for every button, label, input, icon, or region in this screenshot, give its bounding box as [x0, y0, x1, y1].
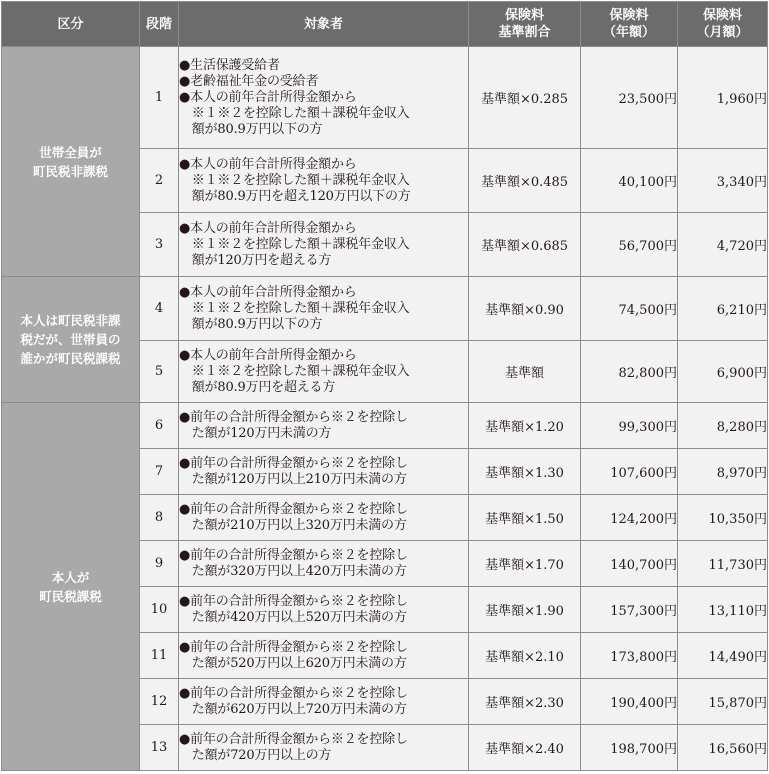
annual-cell: 40,100円	[581, 149, 678, 213]
rate-cell: 基準額×2.30	[469, 679, 581, 725]
rate-cell: 基準額×2.10	[469, 633, 581, 679]
table-row	[2, 403, 768, 449]
annual-cell: 56,700円	[581, 213, 678, 277]
target-cell: ●本人の前年合計所得金額から ※１※２を控除した額＋課税年金収入 額が80.9万円以下の方	[179, 277, 469, 341]
rate-cell: 基準額×0.485	[469, 149, 581, 213]
group-label: 本人が 町民税課税	[39, 569, 102, 604]
monthly-cell: 6,210円	[678, 277, 768, 341]
target-cell: ●前年の合計所得金額から※２を控除し た額が620万円以上720万円未満の方	[179, 679, 469, 725]
target-cell: ●前年の合計所得金額から※２を控除し た額が420万円以上520万円未満の方	[179, 587, 469, 633]
rate-cell: 基準額×0.90	[469, 277, 581, 341]
rate-cell: 基準額×0.285	[469, 47, 581, 149]
stage-cell: 6	[140, 403, 179, 449]
monthly-cell: 4,720円	[678, 213, 768, 277]
annual-cell: 99,300円	[581, 403, 678, 449]
stage-cell: 5	[140, 341, 179, 403]
monthly-cell: 13,110円	[678, 587, 768, 633]
monthly-cell: 10,350円	[678, 495, 768, 541]
rate-cell: 基準額×1.90	[469, 587, 581, 633]
rate-cell: 基準額	[469, 341, 581, 403]
annual-cell: 157,300円	[581, 587, 678, 633]
rate-cell: 基準額×1.70	[469, 541, 581, 587]
group-cell-household-nontaxable	[2, 47, 140, 277]
stage-cell: 4	[140, 277, 179, 341]
target-cell: ●前年の合計所得金額から※２を控除し た額が120万円以上210万円未満の方	[179, 449, 469, 495]
stage-cell: 8	[140, 495, 179, 541]
stage-cell: 2	[140, 149, 179, 213]
header-annual: 保険料 （年額）	[581, 2, 678, 47]
header-stage: 段階	[140, 2, 179, 47]
annual-cell: 198,700円	[581, 725, 678, 771]
annual-cell: 23,500円	[581, 47, 678, 149]
stage-cell: 11	[140, 633, 179, 679]
stage-cell: 3	[140, 213, 179, 277]
annual-cell: 173,800円	[581, 633, 678, 679]
target-cell: ●前年の合計所得金額から※２を控除し た額が120万円未満の方	[179, 403, 469, 449]
group-label: 本人は町民税非課 税だが、世帯員の 誰かが町民税課税	[20, 313, 121, 366]
header-row	[2, 2, 768, 47]
annual-cell: 74,500円	[581, 277, 678, 341]
monthly-cell: 16,560円	[678, 725, 768, 771]
monthly-cell: 11,730円	[678, 541, 768, 587]
stage-cell: 7	[140, 449, 179, 495]
rate-cell: 基準額×0.685	[469, 213, 581, 277]
table-row	[2, 47, 768, 149]
monthly-cell: 1,960円	[678, 47, 768, 149]
annual-cell: 124,200円	[581, 495, 678, 541]
monthly-cell: 14,490円	[678, 633, 768, 679]
group-cell-self-nontaxable	[2, 277, 140, 403]
target-cell: ●前年の合計所得金額から※２を控除し た額が720万円以上の方	[179, 725, 469, 771]
target-cell: ●生活保護受給者 ●老齢福祉年金の受給者 ●本人の前年合計所得金額から ※１※２を控除した額＋課税年金収入 額が80.9万円以下の方	[179, 47, 469, 149]
group-cell-self-taxable	[2, 403, 140, 771]
monthly-cell: 8,280円	[678, 403, 768, 449]
rate-cell: 基準額×1.20	[469, 403, 581, 449]
target-cell: ●本人の前年合計所得金額から ※１※２を控除した額＋課税年金収入 額が80.9万円を超え120万円以下の方	[179, 149, 469, 213]
target-cell: ●本人の前年合計所得金額から ※１※２を控除した額＋課税年金収入 額が80.9万円を超える方	[179, 341, 469, 403]
monthly-cell: 6,900円	[678, 341, 768, 403]
rate-cell: 基準額×1.50	[469, 495, 581, 541]
table-row	[2, 277, 768, 341]
header-rate: 保険料 基準割合	[469, 2, 581, 47]
stage-cell: 13	[140, 725, 179, 771]
annual-cell: 140,700円	[581, 541, 678, 587]
stage-cell: 1	[140, 47, 179, 149]
rate-cell: 基準額×1.30	[469, 449, 581, 495]
monthly-cell: 15,870円	[678, 679, 768, 725]
stage-cell: 9	[140, 541, 179, 587]
stage-cell: 10	[140, 587, 179, 633]
premium-table	[1, 1, 768, 771]
header-monthly: 保険料 （月額）	[678, 2, 768, 47]
header-category: 区分	[2, 2, 140, 47]
annual-cell: 82,800円	[581, 341, 678, 403]
target-cell: ●前年の合計所得金額から※２を控除し た額が520万円以上620万円未満の方	[179, 633, 469, 679]
annual-cell: 190,400円	[581, 679, 678, 725]
rate-cell: 基準額×2.40	[469, 725, 581, 771]
target-cell: ●前年の合計所得金額から※２を控除し た額が320万円以上420万円未満の方	[179, 541, 469, 587]
monthly-cell: 8,970円	[678, 449, 768, 495]
stage-cell: 12	[140, 679, 179, 725]
target-cell: ●前年の合計所得金額から※２を控除し た額が210万円以上320万円未満の方	[179, 495, 469, 541]
header-target: 対象者	[179, 2, 469, 47]
group-label: 世帯全員が 町民税非課税	[32, 144, 108, 179]
monthly-cell: 3,340円	[678, 149, 768, 213]
annual-cell: 107,600円	[581, 449, 678, 495]
target-cell: ●本人の前年合計所得金額から ※１※２を控除した額＋課税年金収入 額が120万円を超える方	[179, 213, 469, 277]
